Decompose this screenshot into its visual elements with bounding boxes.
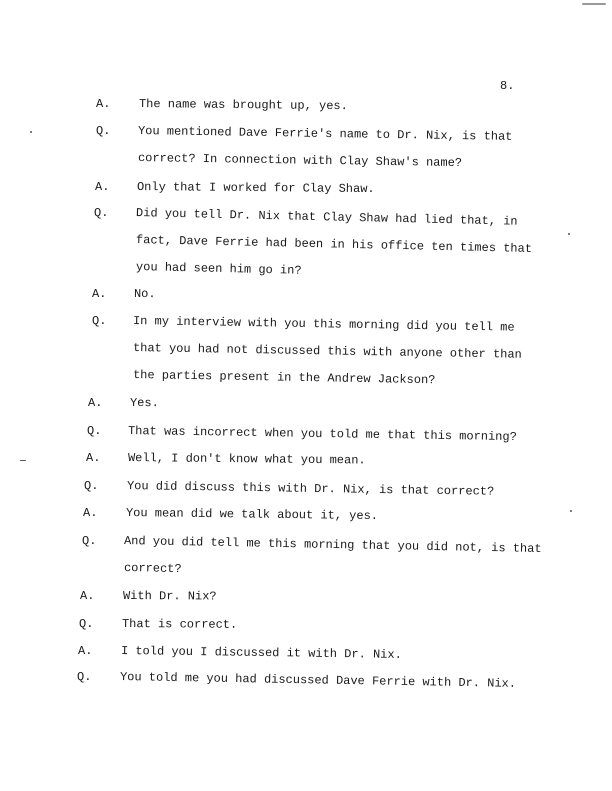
speaker-label: Q. <box>87 424 102 438</box>
transcript-line: Well, I don't know what you mean. <box>127 451 366 468</box>
scan-speck <box>570 510 572 512</box>
transcript-line: You mean did we talk about it, yes. <box>125 506 379 524</box>
speaker-label: A. <box>95 180 110 194</box>
transcript-line: You told me you had discussed Dave Ferrie with Dr. Nix. <box>119 670 517 691</box>
transcript-line: Only that I worked for Clay Shaw. <box>136 180 375 197</box>
transcript-line: The name was brought up, yes. <box>138 97 348 114</box>
transcript-line: No. <box>133 287 156 302</box>
speaker-label: A. <box>88 396 103 410</box>
transcript-line: Yes. <box>129 396 159 411</box>
speaker-label: A. <box>96 97 111 111</box>
transcript-line: fact, Dave Ferrie had been in his office ten times that <box>135 233 533 256</box>
transcript-line: With Dr. Nix? <box>122 589 217 604</box>
transcript-line: And you did tell me this morning that you did not, is that <box>123 534 542 557</box>
transcript-line: you had seen him go in? <box>135 260 302 278</box>
speaker-label: Q. <box>94 206 109 220</box>
page-number: 8. <box>500 79 515 93</box>
speaker-label: A. <box>83 506 98 520</box>
transcript-line: I told you I discussed it with Dr. Nix. <box>120 644 402 662</box>
speaker-label: Q. <box>77 670 92 684</box>
speaker-label: Q. <box>96 124 111 138</box>
transcript-line: You did discuss this with Dr. Nix, is that correct? <box>126 479 495 499</box>
speaker-label: Q. <box>92 314 107 328</box>
scan-speck <box>568 233 570 235</box>
scan-speck <box>582 3 606 5</box>
transcript-line: correct? In connection with Clay Shaw's name? <box>137 151 463 171</box>
transcript-line: That was incorrect when you told me that this morning? <box>127 424 517 445</box>
speaker-label: A. <box>78 644 93 658</box>
speaker-label: Q. <box>82 534 97 548</box>
transcript-line: the parties present in the Andrew Jackson? <box>132 368 436 388</box>
transcript-line: In my interview with you this morning did you tell me <box>132 314 515 335</box>
speaker-label: Q. <box>79 617 94 631</box>
speaker-label: Q. <box>84 479 99 493</box>
speaker-label: A. <box>86 451 101 465</box>
speaker-label: A. <box>92 287 107 301</box>
transcript-line: Did you tell Dr. Nix that Clay Shaw had lied that, in <box>135 206 518 229</box>
transcript-line: correct? <box>123 561 182 577</box>
transcript-line: You mentioned Dave Ferrie's name to Dr. Nix, is that <box>137 124 513 144</box>
transcript-line: That is correct. <box>121 617 238 632</box>
speaker-label: A. <box>80 589 95 603</box>
scan-speck <box>20 460 26 461</box>
scan-speck <box>30 131 32 133</box>
transcript-line: that you had not discussed this with anyone other than <box>132 341 522 362</box>
